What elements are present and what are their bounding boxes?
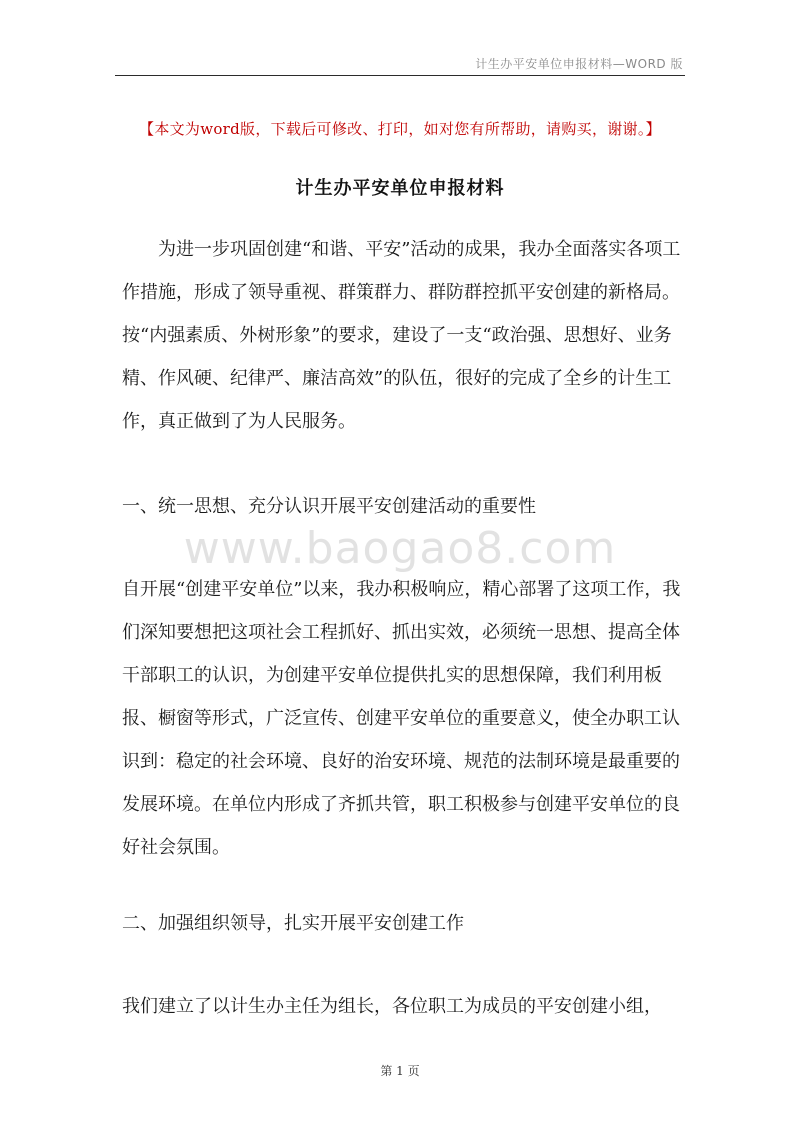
section-2-paragraph: 我们建立了以计生办主任为组长，各位职工为成员的平安创建小组， <box>122 996 662 1017</box>
purchase-notice: 【本文为word版，下载后可修改、打印，如对您有所帮助，请购买，谢谢。】 <box>139 120 661 138</box>
section-heading-2: 二、加强组织领导，扎实开展平安创建工作 <box>122 913 464 934</box>
page-header: 计生办平安单位申报材料—WORD 版 <box>475 57 683 71</box>
watermark-text: www.baogao8.com <box>183 523 617 574</box>
page-number: 第 1 页 <box>380 1064 420 1078</box>
document-title: 计生办平安单位申报材料 <box>295 178 505 199</box>
section-1-paragraph: 自开展“创建平安单位”以来，我办积极响应，精心部署了这项工作，我们深知要想把这项社会工程抓好、抓出实效，必须统一思想、提高全体干部职工的认识，为创建平安单位提供扎实的思想保障，我们利用板报、橱窗等形式，广泛宣传、创建平安单位的重要意义，使全办职工认识到：稳定的社会环境、良好的治安环境、规范的法制环境是最重要的发展环境。在单位内形成了齐抓共管，职工积极参与创建平安单位的良好社会氛围。 <box>122 579 681 858</box>
intro-paragraph: 为进一步巩固创建“和谐、平安”活动的成果，我办全面落实各项工作措施，形成了领导重视、群策群力、群防群控抓平安创建的新格局。按“内强素质、外树形象”的要求，建设了一支“政治强、思想好、业务精、作风硬、纪律严、廉洁高效”的队伍，很好的完成了全乡的计生工作，真正做到了为人民服务。 <box>122 239 681 432</box>
section-heading-1: 一、统一思想、充分认识开展平安创建活动的重要性 <box>122 496 536 517</box>
header-divider <box>115 75 685 76</box>
